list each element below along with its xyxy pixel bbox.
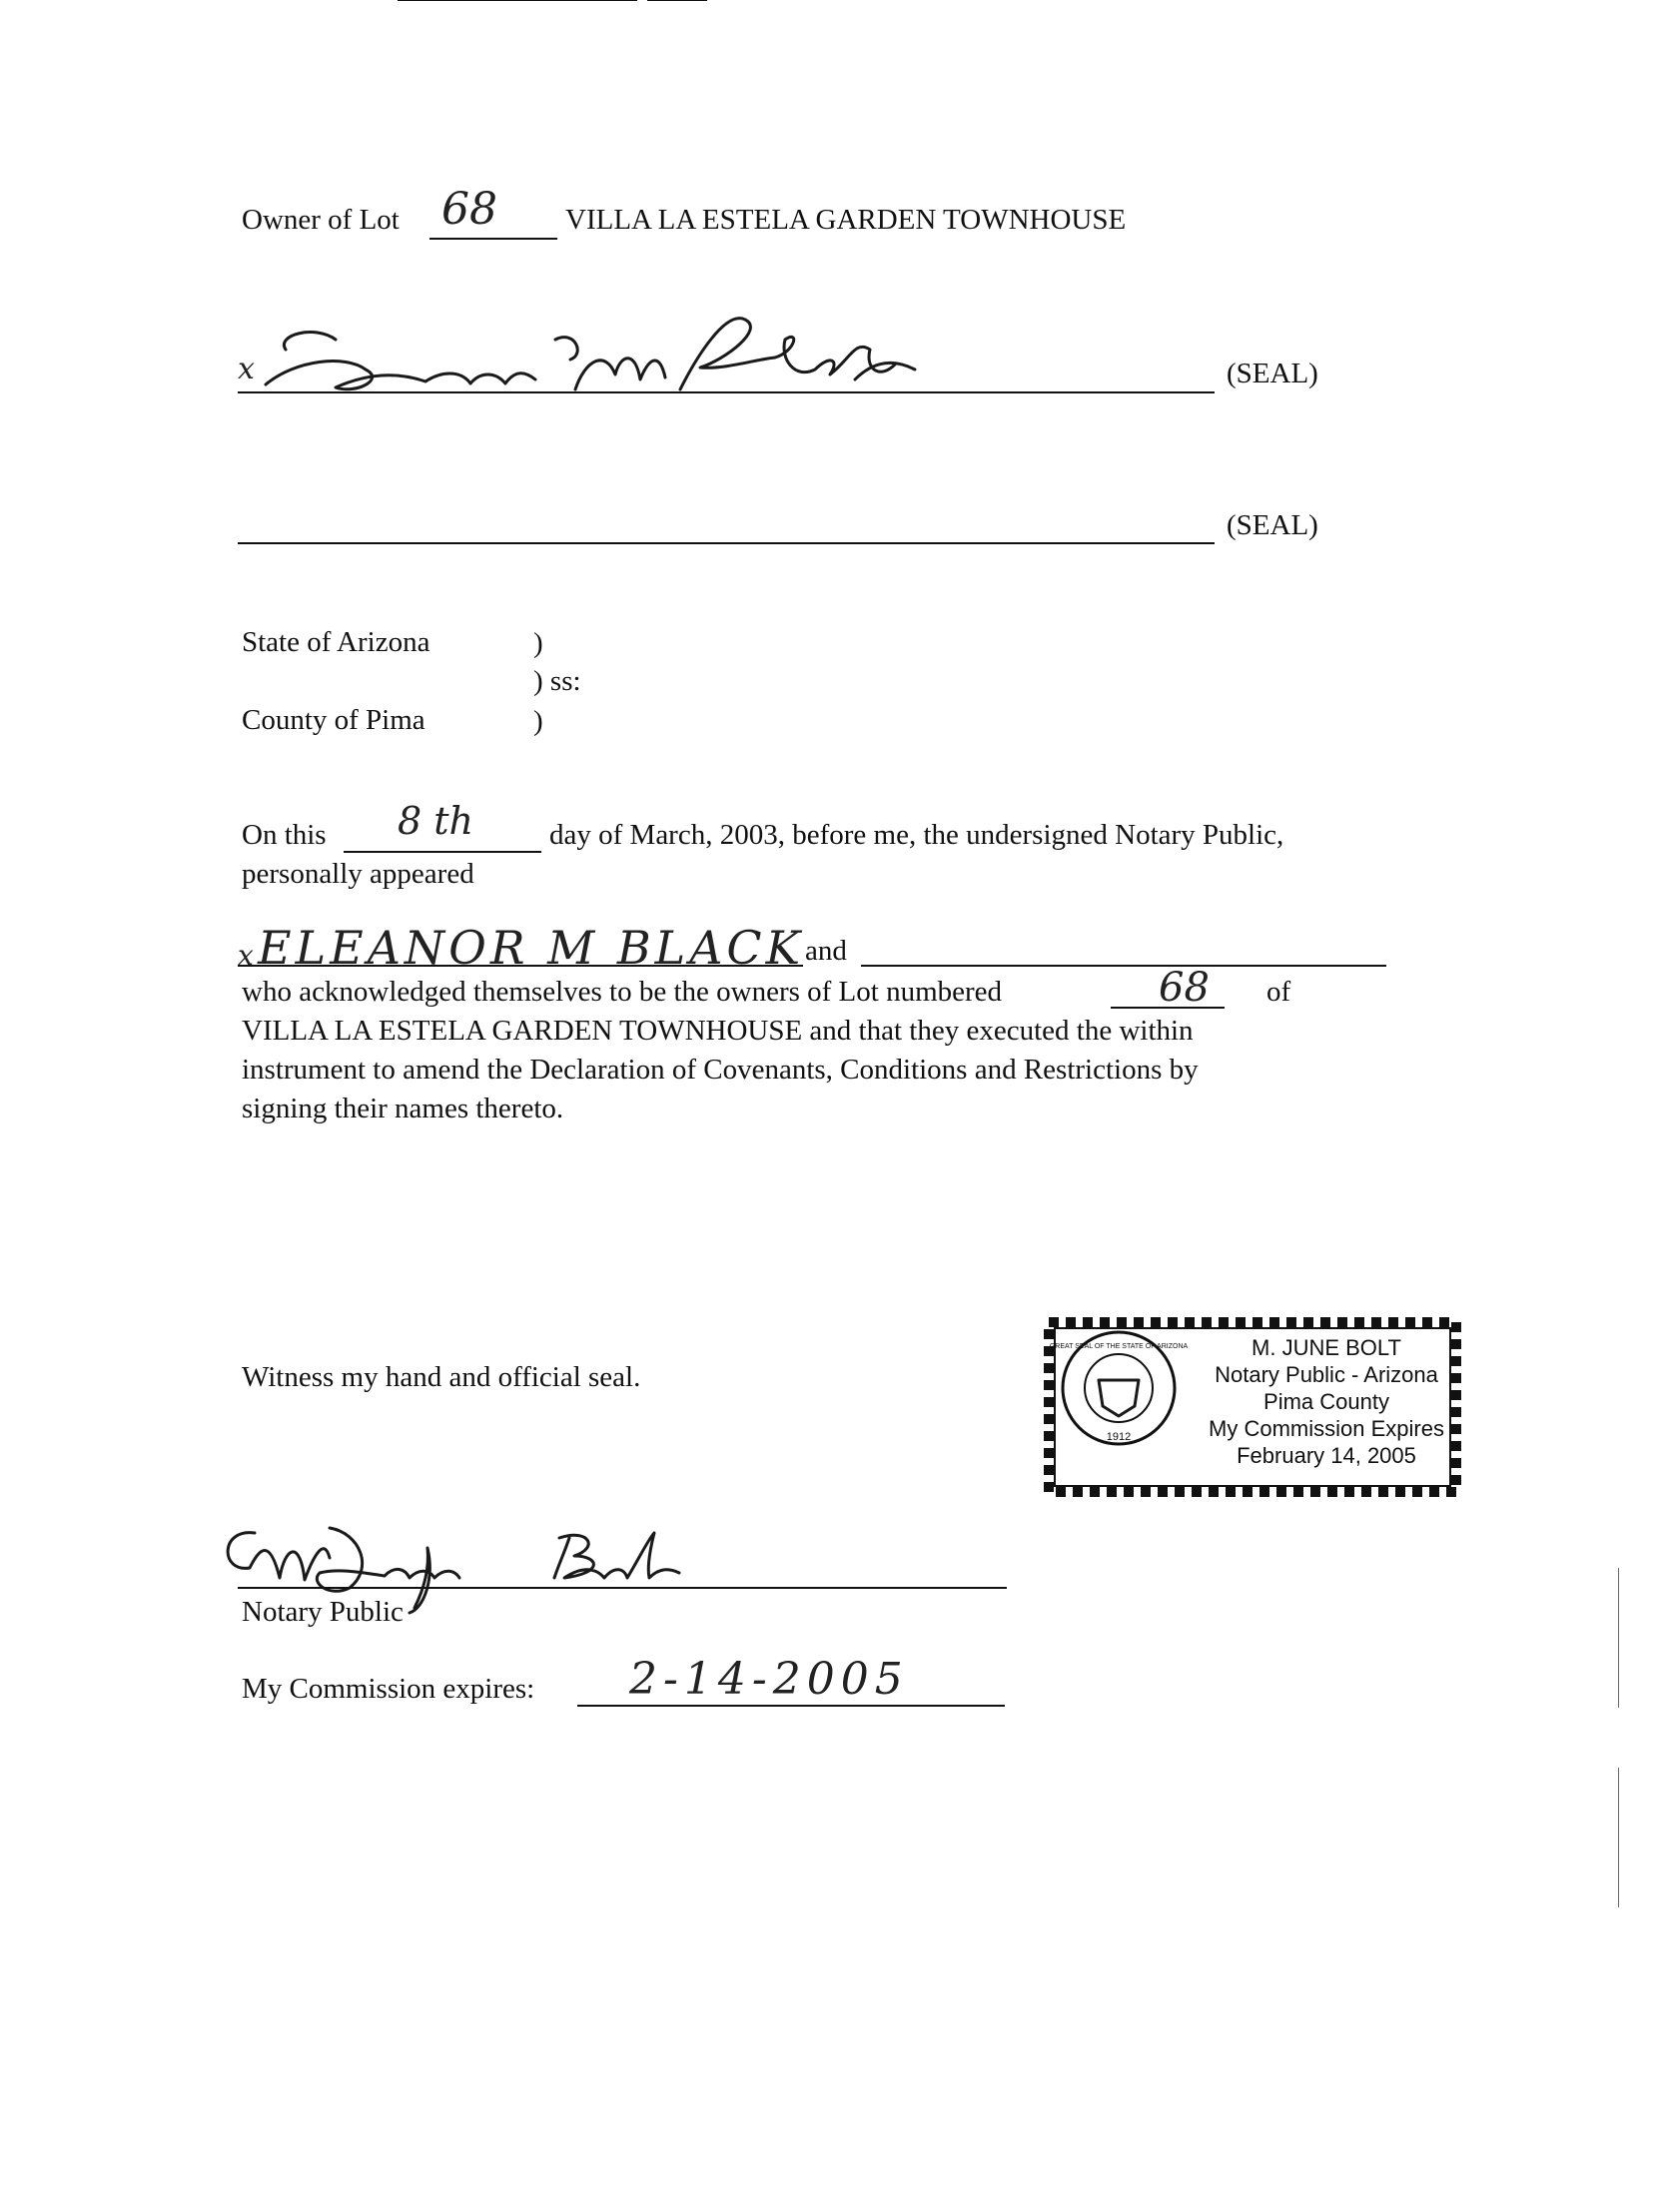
second-name-line: [861, 965, 1386, 967]
of-label: of: [1266, 976, 1291, 1008]
stamp-commission: My Commission Expires: [1209, 1416, 1444, 1441]
county-label: County of Pima: [242, 704, 425, 736]
stamp-notary-title: Notary Public - Arizona: [1215, 1362, 1438, 1387]
day-line: [344, 851, 541, 853]
seal-label-1: (SEAL): [1227, 358, 1318, 389]
venue-ss: ) ss:: [533, 665, 581, 697]
witness-text: Witness my hand and official seal.: [242, 1361, 641, 1393]
printed-name-handwritten: ELEANOR M BLACK: [258, 921, 804, 975]
day-text: day of March, 2003, before me, the undersigned Notary Public,: [549, 819, 1284, 851]
seal-label-2: (SEAL): [1227, 509, 1318, 541]
day-handwritten: 8 th: [398, 799, 473, 843]
on-this-label: On this: [242, 819, 327, 851]
printed-name-mark: x: [238, 939, 254, 972]
notary-signature-line: [238, 1587, 1007, 1589]
commission-date-line: [577, 1705, 1005, 1707]
acknowledged-text: who acknowledged themselves to be the owners of Lot numbered: [242, 976, 1003, 1008]
stamp-expires: February 14, 2005: [1237, 1443, 1416, 1468]
venue-paren-top: ): [533, 627, 543, 659]
commission-expires-label: My Commission expires:: [242, 1673, 535, 1705]
margin-recording-mark-2: [1618, 1768, 1619, 1907]
notary-public-label: Notary Public: [242, 1596, 404, 1628]
stamp-county: Pima County: [1263, 1389, 1389, 1414]
header-rule-fragment: [647, 0, 707, 1]
commission-date-handwritten: 2-14-2005: [629, 1654, 909, 1705]
state-label: State of Arizona: [242, 626, 430, 658]
personally-appeared: personally appeared: [242, 858, 474, 890]
seal-year: 1912: [1106, 1431, 1132, 1443]
owner-signature-line: [238, 391, 1215, 393]
seal-ring-text: GREAT SEAL OF THE STATE OF ARIZONA: [1049, 1343, 1189, 1350]
and-label: and: [805, 935, 847, 967]
printed-name-line: [238, 965, 803, 967]
signature-mark-x: x: [238, 352, 255, 386]
subdivision-name: VILLA LA ESTELA GARDEN TOWNHOUSE: [565, 204, 1127, 236]
owner-lot-label: Owner of Lot: [242, 204, 400, 236]
lot-number-handwritten: 68: [441, 184, 497, 235]
margin-recording-mark-1: [1618, 1568, 1619, 1708]
second-signature-line: [238, 542, 1215, 544]
venue-paren-bottom: ): [533, 705, 543, 737]
body-line-2: VILLA LA ESTELA GARDEN TOWNHOUSE and that they executed the within: [242, 1015, 1194, 1047]
lot-numbered-handwritten: 68: [1159, 965, 1210, 1011]
stamp-notary-name: M. JUNE BOLT: [1252, 1335, 1401, 1360]
body-line-3: instrument to amend the Declaration of Covenants, Conditions and Restrictions by: [242, 1054, 1199, 1086]
lot-number-line: [429, 238, 557, 240]
body-line-4: signing their names thereto.: [242, 1093, 564, 1124]
state-seal-icon: [1049, 1328, 1189, 1448]
header-rule: [398, 0, 637, 1]
